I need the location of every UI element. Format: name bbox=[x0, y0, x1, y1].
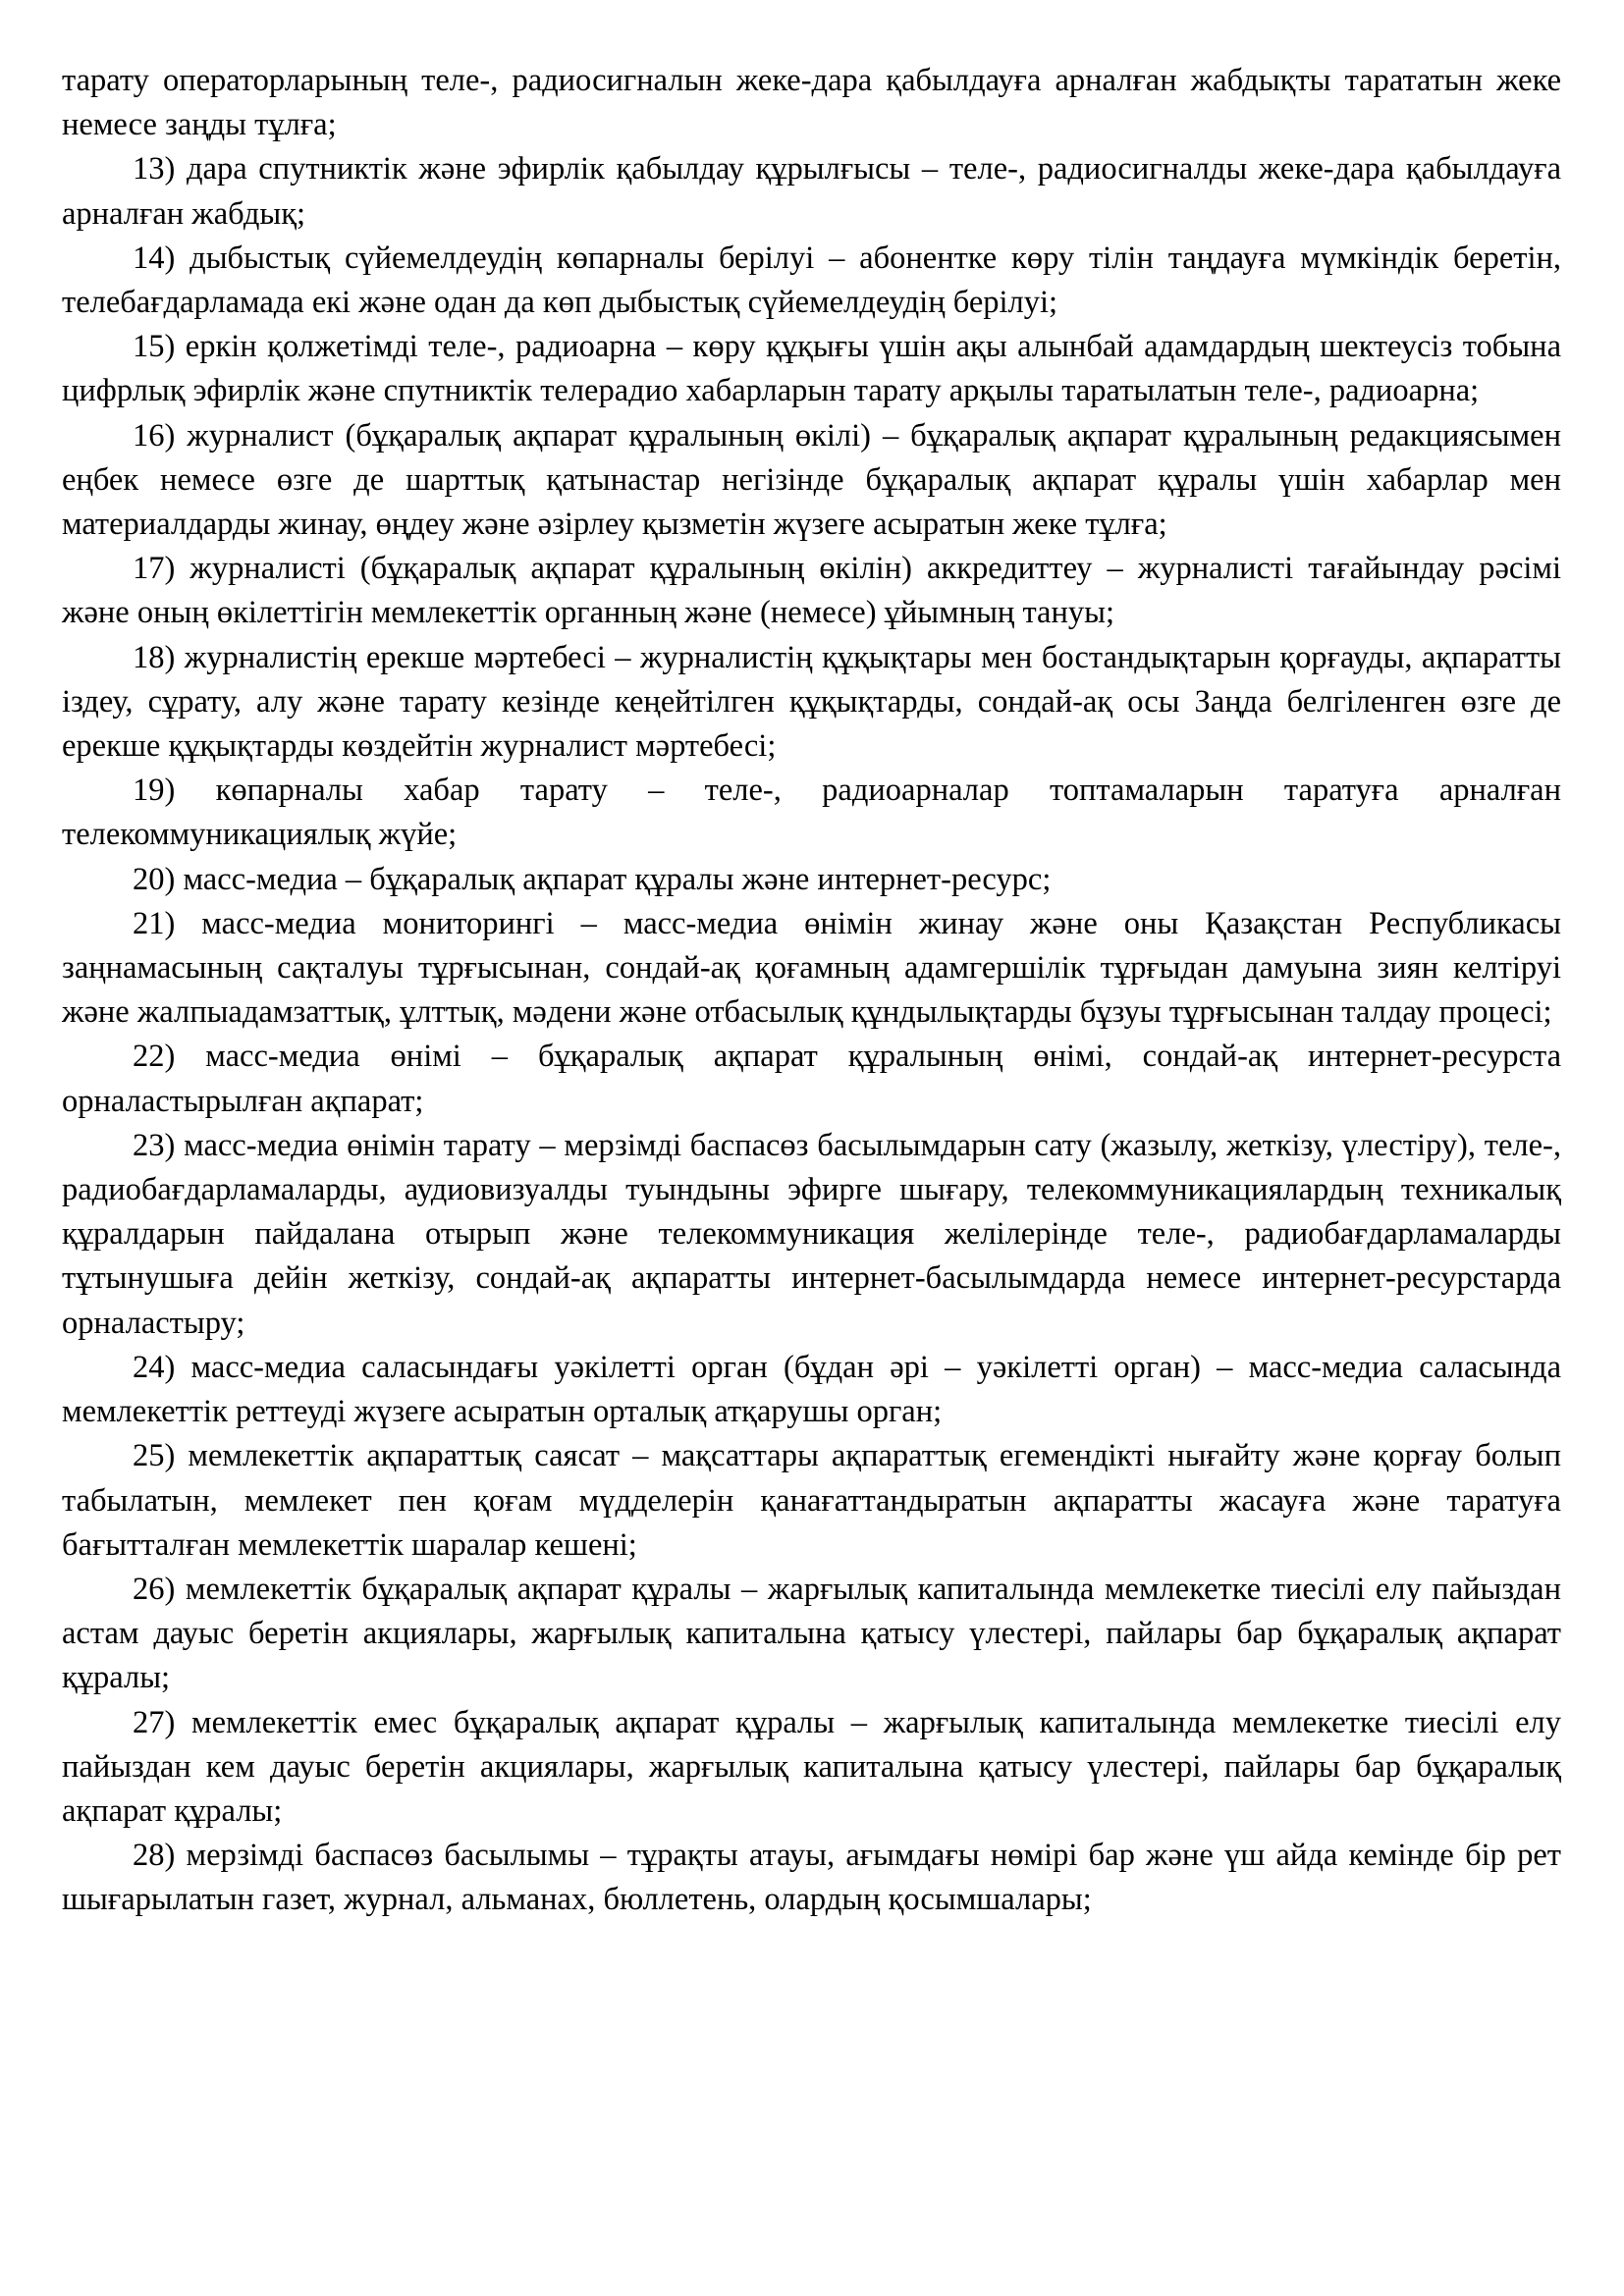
definition-22: 22) масс-медиа өнімі – бұқаралық ақпарат құралының өнімі, сондай-ақ интернет-ресурста орналастырылған ақпарат; bbox=[62, 1039, 1561, 1119]
document-page bbox=[62, 59, 1561, 1923]
definition-21: 21) масс-медиа мониторингі – масс-медиа өнімін жинау және оны Қазақстан Республикасы заңнамасының сақталуы тұрғысынан, сондай-ақ қоғамның адамгершілік тұрғыдан дамуына зиян келтіруі және жалпыадамзаттық, ұлттық, мәдени және отбасылық құндылықтарды бұзуы тұрғысынан талдау процесі; bbox=[62, 905, 1561, 1031]
definition-20: 20) масс-медиа – бұқаралық ақпарат құралы және интернет-ресурс; bbox=[133, 861, 1052, 897]
definition-25: 25) мемлекеттік ақпараттық саясат – мақсаттары ақпараттық егемендікті нығайту және қорғау болып табылатын, мемлекет пен қоғам мүдделерін қанағаттандыратын ақпаратты жасауға және таратуға бағытталған мемлекеттік шаралар кешені; bbox=[62, 1438, 1561, 1563]
definition-14: 14) дыбыстық сүйемелдеудің көпарналы берілуі – абонентке көру тілін таңдауға мүмкіндік беретін, телебағдарламада екі және одан да көп дыбыстық сүйемелдеудің берілуі; bbox=[62, 240, 1561, 321]
definition-28: 28) мерзімді баспасөз басылымы – тұрақты атауы, ағымдағы нөмірі бар және үш айда кемінде бір рет шығарылатын газет, журнал, альманах, бюллетень, олардың қосымшалары; bbox=[62, 1838, 1561, 1918]
definition-19: 19) көпарналы хабар тарату – теле-, радиоарналар топтамаларын таратуға арналған телекоммуникациялық жүйе; bbox=[62, 773, 1561, 853]
definition-18: 18) журналистің ерекше мәртебесі – журналистің құқықтары мен бостандықтарын қорғауды, ақпаратты іздеу, сұрату, алу және тарату кезінде кеңейтілген құқықтарды, сондай-ақ осы Заңда белгіленген өзге де ерекше құқықтарды көздейтін журналист мәртебесі; bbox=[62, 639, 1561, 765]
paragraph-continuation: тарату операторларының теле-, радиосигналын жеке-дара қабылдауға арналған жабдықты тарататын жеке немесе заңды тұлға; bbox=[62, 63, 1561, 143]
definition-23: 23) масс-медиа өнімін тарату – мерзімді баспасөз басылымдарын сату (жазылу, жеткізу, үлестіру), теле-, радиобағдарламаларды, аудиовизуалды туындыны эфирге шығару, телекоммуникациялардың техникалық құралдарын пайдалана отырып және телекоммуникация желілерінде теле-, радиобағдарламаларды тұтынушыға дейін жеткізу, сондай-ақ ақпаратты интернет-басылымдарда немесе интернет-ресурстарда орналастыру; bbox=[62, 1127, 1561, 1341]
definition-16: 16) журналист (бұқаралық ақпарат құралының өкілі) – бұқаралық ақпарат құралының редакциясымен еңбек немесе өзге де шарттық қатынастар негізінде бұқаралық ақпарат құралы үшін хабарлар мен материалдарды жинау, өңдеу және әзірлеу қызметін жүзеге асыратын жеке тұлға; bbox=[62, 417, 1561, 543]
definition-24: 24) масс-медиа саласындағы уәкілетті орган (бұдан әрі – уәкілетті орган) – масс-медиа саласында мемлекеттік реттеуді жүзеге асыратын орталық атқарушы орган; bbox=[62, 1349, 1561, 1430]
definition-15: 15) еркін қолжетімді теле-, радиоарна – көру құқығы үшін ақы алынбай адамдардың шектеусіз тобына цифрлық эфирлік және спутниктік телерадио хабарларын тарату арқылы таратылатын теле-, радиоарна; bbox=[62, 329, 1561, 409]
definition-27: 27) мемлекеттік емес бұқаралық ақпарат құралы – жарғылық капиталында мемлекетке тиесілі елу пайыздан кем дауыс беретін акциялары, жарғылық капиталына қатысу үлестері, пайлары бар бұқаралық ақпарат құралы; bbox=[62, 1704, 1561, 1829]
definition-17: 17) журналисті (бұқаралық ақпарат құралының өкілін) аккредиттеу – журналисті тағайындау рәсімі және оның өкілеттігін мемлекеттік органның және (немесе) ұйымның тануы; bbox=[62, 551, 1561, 631]
definition-26: 26) мемлекеттік бұқаралық ақпарат құралы – жарғылық капиталында мемлекетке тиесілі елу пайыздан астам дауыс беретін акциялары, жарғылық капиталына қатысу үлестері, пайлары бар бұқаралық ақпарат құралы; bbox=[62, 1571, 1561, 1696]
definition-13: 13) дара спутниктік және эфирлік қабылдау құрылғысы – теле-, радиосигналды жеке-дара қабылдауға арналған жабдық; bbox=[62, 151, 1561, 232]
